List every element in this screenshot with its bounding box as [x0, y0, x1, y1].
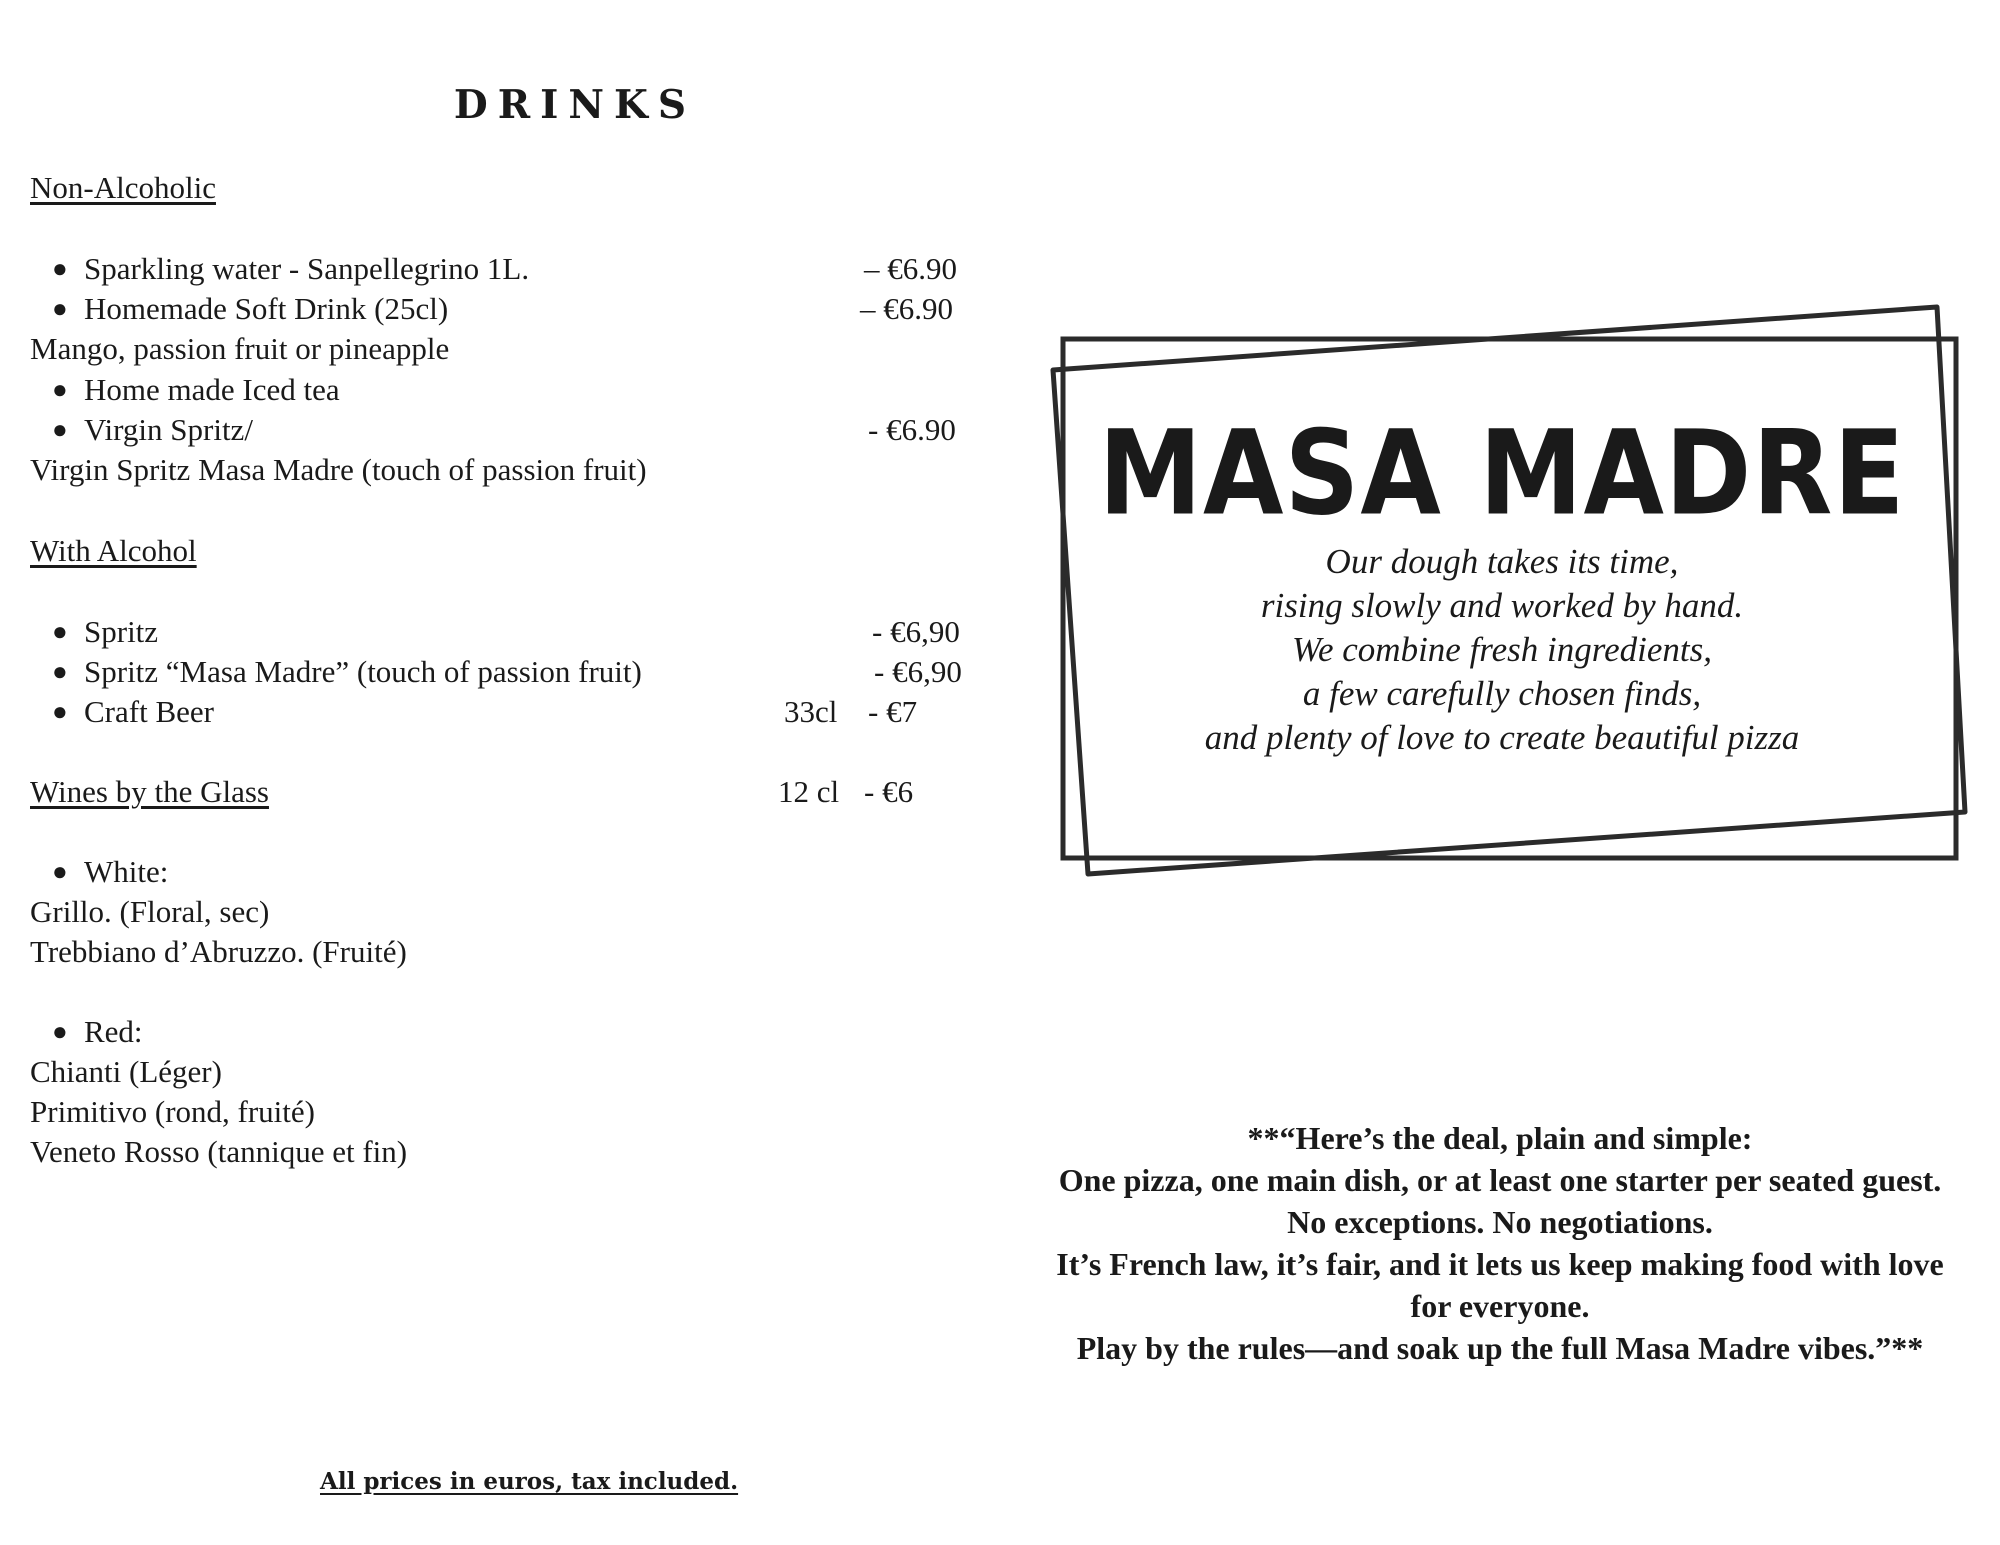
wine-size: 12 cl — [778, 774, 840, 809]
tagline-line: rising slowly and worked by hand. — [1260, 586, 1744, 625]
bullet-icon: ● — [52, 657, 68, 686]
item-size: 33cl — [784, 694, 838, 729]
wine-item: Chianti (Léger) — [30, 1054, 222, 1089]
item-price: - €6,90 — [872, 614, 960, 649]
bullet-icon: ● — [52, 294, 68, 323]
brand-logo: MASA MADRE — [1098, 404, 1906, 542]
section-heading-wines: Wines by the Glass — [30, 774, 269, 809]
rule-line: No exceptions. No negotiations. — [1287, 1204, 1713, 1240]
item-price: - €6.90 — [868, 412, 956, 447]
menu-item-craft-beer — [0, 692, 1000, 732]
item-name: Spritz — [84, 614, 159, 649]
section-wines-by-the-glass — [0, 772, 1000, 812]
rule-line: **“Here’s the deal, plain and simple: — [1247, 1120, 1753, 1156]
menu-item-spritz-masa-madre — [0, 652, 1000, 692]
item-price: – €6.90 — [864, 251, 957, 286]
category-label: Red: — [84, 1014, 143, 1049]
wine-item: Trebbiano d’Abruzzo. (Fruité) — [30, 934, 407, 969]
wine-price: - €6 — [864, 774, 914, 809]
wine-item: Grillo. (Floral, sec) — [30, 894, 270, 929]
item-name: Virgin Spritz/ — [84, 412, 253, 447]
wine-category-red — [0, 1012, 1000, 1052]
rule-line: It’s French law, it’s fair, and it lets us keep making food with love for everyone. — [1056, 1246, 1944, 1324]
item-name: Craft Beer — [84, 694, 214, 729]
item-name: Spritz “Masa Madre” (touch of passion fruit) — [84, 654, 642, 689]
menu-item-soft-drink — [0, 289, 1000, 329]
menu-item-spritz — [0, 612, 1000, 652]
wine-item: Primitivo (rond, fruité) — [30, 1094, 315, 1129]
house-rules — [1055, 1117, 1945, 1369]
category-label: White: — [84, 854, 169, 889]
item-name: Homemade Soft Drink (25cl) — [84, 291, 449, 326]
page-title: DRINKS — [453, 82, 697, 128]
bullet-icon: ● — [52, 617, 68, 646]
rule-line: Play by the rules—and soak up the full Masa Madre vibes.”** — [1076, 1330, 1924, 1366]
tagline-line: and plenty of love to create beautiful pizza — [1204, 718, 1800, 757]
item-note: Mango, passion fruit or pineapple — [30, 331, 450, 366]
section-heading-with-alcohol: With Alcohol — [30, 533, 197, 568]
item-price: - €6,90 — [874, 654, 962, 689]
item-price: - €7 — [868, 694, 918, 729]
item-price: – €6.90 — [860, 291, 953, 326]
brand-tagline — [1062, 540, 1942, 760]
tagline-line: a few carefully chosen finds, — [1302, 674, 1702, 713]
footer-note: All prices in euros, tax included. — [320, 1468, 739, 1495]
section-heading-non-alcoholic: Non-Alcoholic — [30, 170, 216, 205]
menu-item-sparkling-water — [0, 249, 1000, 289]
bullet-icon: ● — [52, 375, 68, 404]
bullet-icon: ● — [52, 697, 68, 726]
item-note: Virgin Spritz Masa Madre (touch of passion fruit) — [30, 452, 647, 487]
rule-line: One pizza, one main dish, or at least one starter per seated guest. — [1058, 1162, 1942, 1198]
tagline-line: Our dough takes its time, — [1325, 542, 1679, 581]
wine-item: Veneto Rosso (tannique et fin) — [30, 1134, 408, 1169]
bullet-icon: ● — [52, 254, 68, 283]
bullet-icon: ● — [52, 857, 68, 886]
bullet-icon: ● — [52, 1017, 68, 1046]
wine-category-white — [0, 852, 1000, 892]
bullet-icon: ● — [52, 415, 68, 444]
item-name: Sparkling water - Sanpellegrino 1L. — [84, 251, 530, 286]
item-name: Home made Iced tea — [84, 372, 340, 407]
menu-item-virgin-spritz — [0, 410, 1000, 450]
tagline-line: We combine fresh ingredients, — [1292, 630, 1712, 669]
menu-item-iced-tea — [0, 370, 1000, 410]
